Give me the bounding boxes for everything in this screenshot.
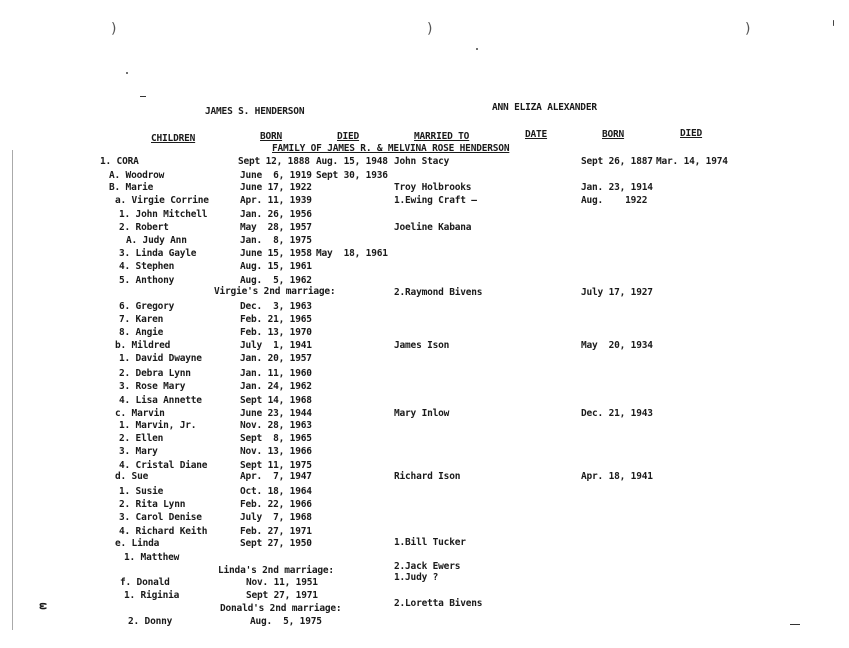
died-date: Aug. 15, 1948 [316,156,388,167]
speck [126,72,128,74]
spouse-born-date: Jan. 23, 1914 [581,182,653,193]
born-date: Dec. 3, 1963 [240,301,312,312]
died-date: Sept 30, 1936 [316,170,388,181]
wife-name: ANN ELIZA ALEXANDER [492,102,597,113]
child-name: 2. Robert [119,222,169,233]
child-name: 4. Lisa Annette [119,395,202,406]
child-name: 4. Cristal Diane [119,460,208,471]
col-born: BORN [260,131,283,142]
child-name: a. Virgie Corrine [115,195,209,206]
born-date: Jan. 26, 1956 [240,209,312,220]
spouse-name: Mary Inlow [394,408,450,419]
born-date: Sept 8, 1965 [240,433,312,444]
left-edge-line [12,150,13,630]
born-date: June 15, 1958 [240,248,312,259]
speck-line [790,624,800,625]
col-died: DIED [337,131,360,142]
spouse-name: 1.Bill Tucker [394,537,466,548]
child-name: 2. Debra Lynn [119,368,191,379]
child-name: 3. Mary [119,446,158,457]
born-date: Jan. 20, 1957 [240,353,312,364]
spouse-born-date: July 17, 1927 [581,287,653,298]
col-children: CHILDREN [151,133,196,144]
child-name: A. Woodrow [109,170,165,181]
born-date: July 1, 1941 [240,340,312,351]
born-date: Nov. 13, 1966 [240,446,312,457]
child-name: 4. Stephen [119,261,175,272]
child-name: 1. Marvin, Jr. [119,420,197,431]
child-name: 8. Angie [119,327,164,338]
margin-note: ω [36,602,51,610]
scan-mark: ) [745,21,751,37]
speck-line [140,96,146,97]
born-date: Jan. 11, 1960 [240,368,312,379]
spouse-name: 1.Judy ? [394,572,439,583]
spouse-name: 2.Loretta Bivens [394,598,483,609]
born-date: Nov. 11, 1951 [246,577,318,588]
spouse-name: Troy Holbrooks [394,182,472,193]
born-date: Sept 14, 1968 [240,395,312,406]
spouse-name: James Ison [394,340,450,351]
died-date: May 18, 1961 [316,248,388,259]
spouse-born-date: Apr. 18, 1941 [581,471,653,482]
child-name: 2. Ellen [119,433,164,444]
born-date: Aug. 5, 1962 [240,275,312,286]
born-date: June 17, 1922 [240,182,312,193]
born-date: Linda's 2nd marriage: [218,565,334,576]
spouse-name: Richard Ison [394,471,461,482]
born-date: Apr. 7, 1947 [240,471,312,482]
spouse-born-date: May 20, 1934 [581,340,653,351]
spouse-name: 2.Jack Ewers [394,561,461,572]
born-date: Oct. 18, 1964 [240,486,312,497]
child-name: d. Sue [115,471,149,482]
col-spouse-died: DIED [680,128,703,139]
child-name: 5. Anthony [119,275,175,286]
child-name: 1. Susie [119,486,164,497]
child-name: 3. Rose Mary [119,381,186,392]
spouse-died-date: Mar. 14, 1974 [656,156,728,167]
child-name: B. Marie [109,182,154,193]
born-date: July 7, 1968 [240,512,312,523]
child-name: 2. Donny [128,616,173,627]
child-name: 1. CORA [100,156,139,167]
born-date: Aug. 5, 1975 [250,616,322,627]
child-name: 1. Matthew [124,552,180,563]
husband-name: JAMES S. HENDERSON [205,106,305,117]
spouse-born-date: Sept 26, 1887 [581,156,653,167]
born-date: Sept 11, 1975 [240,460,312,471]
col-married-to: MARRIED TO [414,131,470,142]
born-date: Feb. 13, 1970 [240,327,312,338]
col-spouse-born: BORN [602,129,625,140]
spouse-name: John Stacy [394,156,450,167]
spouse-name: 1.Ewing Craft — [394,195,477,206]
born-date: Apr. 11, 1939 [240,195,312,206]
child-name: 1. Riginia [124,590,180,601]
child-name: A. Judy Ann [126,235,187,246]
born-date: Jan. 24, 1962 [240,381,312,392]
born-date: Virgie's 2nd marriage: [214,286,336,297]
col-date: DATE [525,129,548,140]
born-date: June 23, 1944 [240,408,312,419]
child-name: e. Linda [115,538,160,549]
scan-mark: ) [111,21,117,37]
born-date: Sept 27, 1971 [246,590,318,601]
born-date: May 28, 1957 [240,222,312,233]
child-name: 7. Karen [119,314,164,325]
born-date: Nov. 28, 1963 [240,420,312,431]
child-name: 4. Richard Keith [119,526,208,537]
child-name: c. Marvin [115,408,165,419]
born-date: Feb. 21, 1965 [240,314,312,325]
child-name: 1. John Mitchell [119,209,208,220]
spouse-name: 2.Raymond Bivens [394,287,483,298]
spouse-born-date: Aug. 1922 [581,195,648,206]
speck [833,20,834,26]
child-name: 3. Linda Gayle [119,248,197,259]
born-date: June 6, 1919 [240,170,312,181]
spouse-born-date: Dec. 21, 1943 [581,408,653,419]
child-name: b. Mildred [115,340,171,351]
child-name: 3. Carol Denise [119,512,202,523]
born-date: Sept 12, 1888 [238,156,310,167]
born-date: Feb. 27, 1971 [240,526,312,537]
child-name: 1. David Dwayne [119,353,202,364]
born-date: Jan. 8, 1975 [240,235,312,246]
child-name: f. Donald [120,577,170,588]
family-title: FAMILY OF JAMES R. & MELVINA ROSE HENDERSON [272,143,510,154]
born-date: Donald's 2nd marriage: [220,603,342,614]
born-date: Aug. 15, 1961 [240,261,312,272]
child-name: 2. Rita Lynn [119,499,186,510]
spouse-name: Joeline Kabana [394,222,472,233]
speck [476,48,478,50]
born-date: Feb. 22, 1966 [240,499,312,510]
scan-mark: ) [427,21,433,37]
child-name: 6. Gregory [119,301,175,312]
born-date: Sept 27, 1950 [240,538,312,549]
